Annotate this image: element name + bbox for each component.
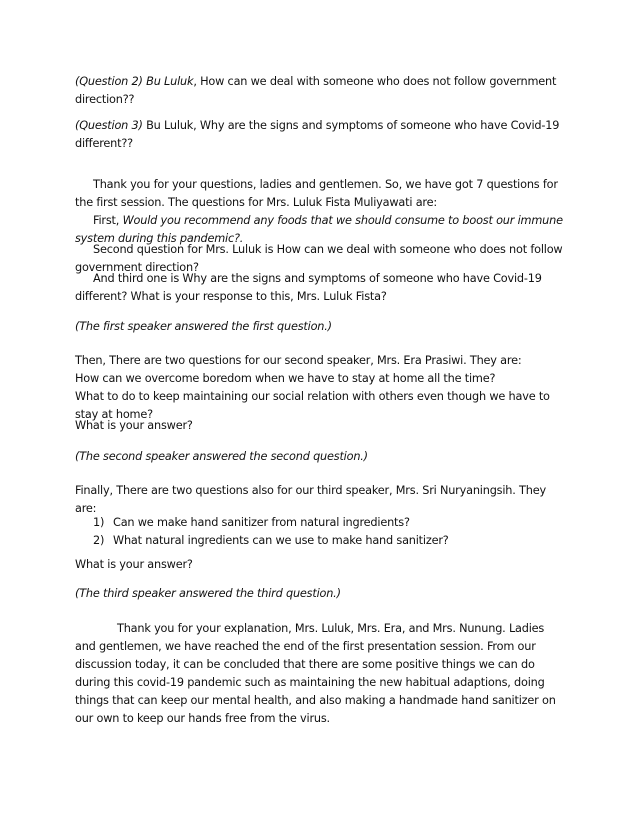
list-item-number: 2) — [93, 534, 105, 547]
speaker2-question-1: How can we overcome boredom when we have to stay at home all the time? — [75, 372, 496, 385]
note-second-speaker: (The second speaker answered the second question.) — [75, 450, 368, 463]
question-3-label: (Question 3) — [75, 119, 143, 132]
question-2-label: (Question 2) — [75, 75, 143, 88]
question-2 — [75, 73, 565, 109]
question-3 — [75, 117, 565, 153]
first-question-prefix: First, — [93, 214, 123, 227]
list-item — [93, 514, 563, 532]
question-2-addressee: Bu Luluk — [146, 75, 194, 88]
speaker3-ask: What is your answer? — [75, 558, 193, 571]
note-first-speaker: (The first speaker answered the first question.) — [75, 320, 332, 333]
closing-paragraph — [75, 620, 565, 728]
paragraph-questions-intro — [75, 176, 565, 212]
second-question-text: Second question for Mrs. Luluk is How can we deal with someone who does not follow government direction? — [75, 243, 563, 274]
list-item-number: 1) — [93, 516, 105, 529]
speaker2-ask: What is your answer? — [75, 419, 193, 432]
third-question-line — [75, 270, 565, 306]
list-item-text: Can we make hand sanitizer from natural ingredients? — [113, 516, 410, 529]
speaker2-intro: Then, There are two questions for our second speaker, Mrs. Era Prasiwi. They are: — [75, 354, 522, 367]
list-item-text: What natural ingredients can we use to make hand sanitizer? — [113, 534, 449, 547]
closing-paragraph-text: Thank you for your explanation, Mrs. Luluk, Mrs. Era, and Mrs. Nunung. Ladies and gentlemen, we have reached the end of the first presentation session. From our discussion today, it can be concluded that there are some positive things we can do during this covid-19 pandemic such as maintaining the new habitual adaptions, doing things that can keep our mental health, and also making a handmade hand sanitizer on our own to keep our hands free from the virus. — [75, 622, 556, 725]
question-2-text: , How can we deal with someone who does not follow government direction?? — [75, 75, 557, 106]
list-item — [93, 532, 563, 550]
speaker3-question-list — [93, 514, 563, 550]
question-3-text: Bu Luluk, Why are the signs and symptoms of someone who have Covid-19 different?? — [75, 119, 560, 150]
note-third-speaker: (The third speaker answered the third question.) — [75, 587, 341, 600]
speaker3-intro: Finally, There are two questions also for our third speaker, Mrs. Sri Nuryaningsih. They are: — [75, 484, 546, 515]
speaker2-question-2: What to do to keep maintaining our social relation with others even though we have to stay at home? — [75, 390, 550, 421]
third-question-text: And third one is Why are the signs and symptoms of someone who have Covid-19 different? What is your response to this, Mrs. Luluk Fista? — [75, 272, 542, 303]
paragraph-questions-intro-text: Thank you for your questions, ladies and gentlemen. So, we have got 7 questions for the first session. The questions for Mrs. Luluk Fista Muliyawati are: — [75, 178, 558, 209]
first-question-text: Would you recommend any foods that we should consume to boost our immune system during this pandemic?. — [75, 214, 563, 245]
